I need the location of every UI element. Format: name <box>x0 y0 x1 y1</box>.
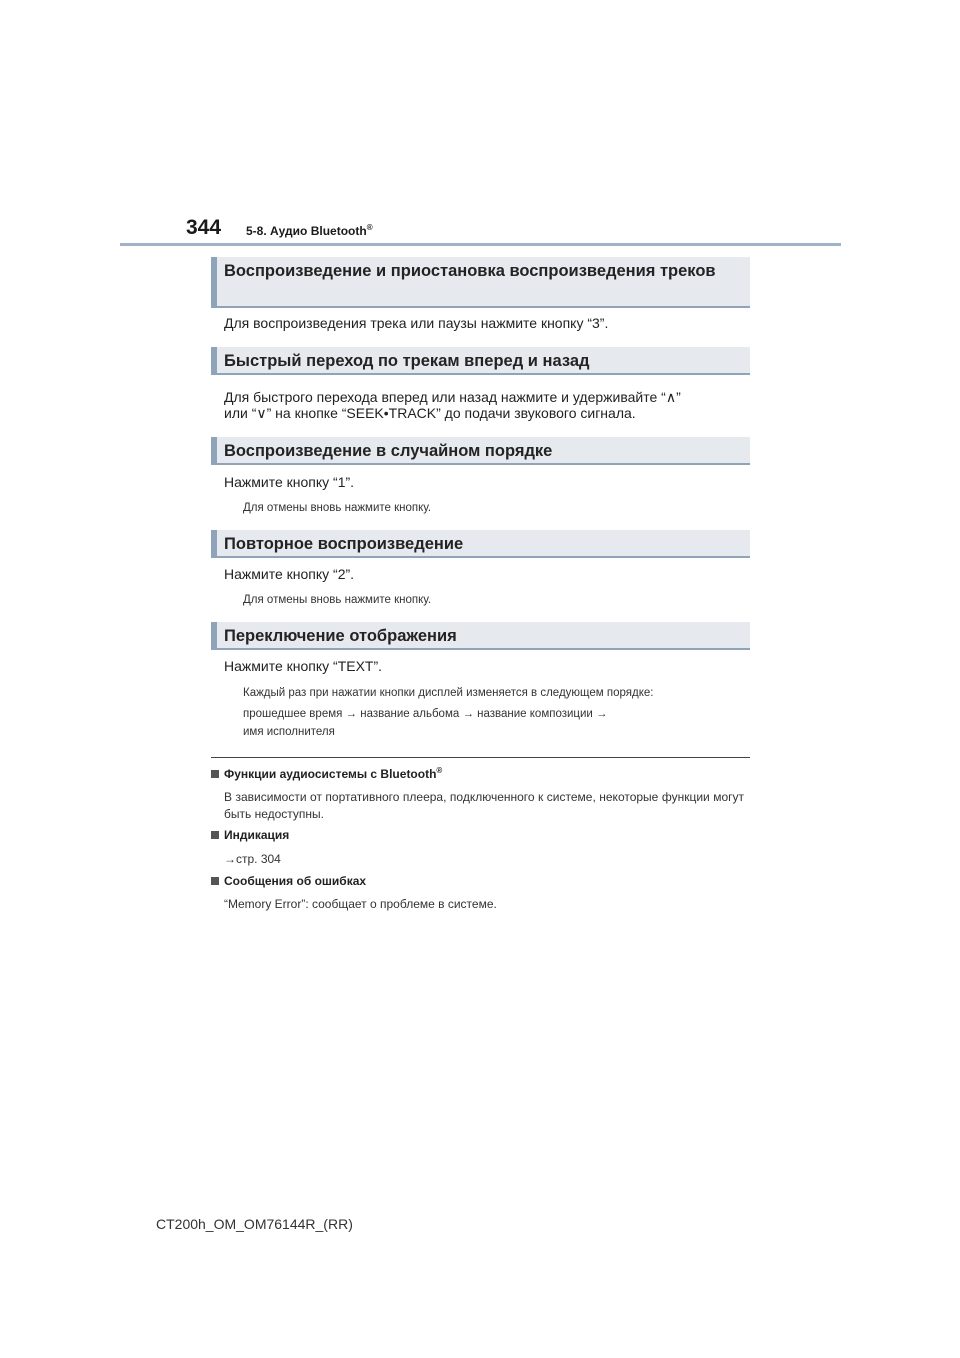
note-title-bluetooth <box>211 766 442 781</box>
square-bullet-icon <box>211 831 219 839</box>
display-note-line3: имя исполнителя <box>243 726 335 738</box>
random-text: Нажмите кнопку “1”. <box>224 474 355 490</box>
seek-text-line1: Для быстрого перехода вперед или назад нажмите и удерживайте “∧” <box>224 389 681 405</box>
note-title-errors <box>211 874 366 888</box>
note-title-text: Индикация <box>224 828 290 842</box>
heading-repeat: Повторное воспроизведение <box>211 530 750 558</box>
square-bullet-icon <box>211 770 219 778</box>
display-note-line2: прошедшее время → название альбома → название композиции → <box>243 708 608 720</box>
footer-doc-code: CT200h_OM_OM76144R_(RR) <box>156 1216 353 1232</box>
random-note: Для отмены вновь нажмите кнопку. <box>243 502 432 514</box>
repeat-text: Нажмите кнопку “2”. <box>224 566 355 582</box>
heading-random: Воспроизведение в случайном порядке <box>211 437 750 465</box>
note-body-indication: →стр. 304 <box>224 852 281 866</box>
seek-text-line2: или “∨” на кнопке “SEEK•TRACK” до подачи звукового сигнала. <box>224 405 636 421</box>
note-title-text: Функции аудиосистемы с Bluetooth <box>224 767 437 781</box>
registered-mark: ® <box>436 766 443 775</box>
repeat-note: Для отмены вновь нажмите кнопку. <box>243 594 432 606</box>
display-text: Нажмите кнопку “TEXT”. <box>224 658 383 674</box>
note-title-text: Сообщения об ошибках <box>224 874 367 888</box>
heading-play-pause: Воспроизведение и приостановка воспроизведения треков <box>211 257 750 308</box>
section-title-text: 5-8. Аудио Bluetooth <box>246 224 367 238</box>
heading-display: Переключение отображения <box>211 622 750 650</box>
note-body-bluetooth: В зависимости от портативного плеера, подключенного к системе, некоторые функции могут быть недоступны. <box>224 790 744 821</box>
square-bullet-icon <box>211 877 219 885</box>
note-body-errors: “Memory Error”: сообщает о проблеме в системе. <box>224 897 497 911</box>
registered-mark: ® <box>366 223 373 232</box>
header-rule <box>120 243 841 246</box>
section-title <box>246 223 373 238</box>
page-number: 344 <box>186 216 222 239</box>
note-title-indication <box>211 828 289 842</box>
heading-seek: Быстрый переход по трекам вперед и назад <box>211 347 750 375</box>
display-note-line1: Каждый раз при нажатии кнопки дисплей изменяется в следующем порядке: <box>243 687 654 699</box>
notes-divider <box>211 757 750 758</box>
play-pause-text: Для воспроизведения трека или паузы нажмите кнопку “3”. <box>224 315 609 331</box>
